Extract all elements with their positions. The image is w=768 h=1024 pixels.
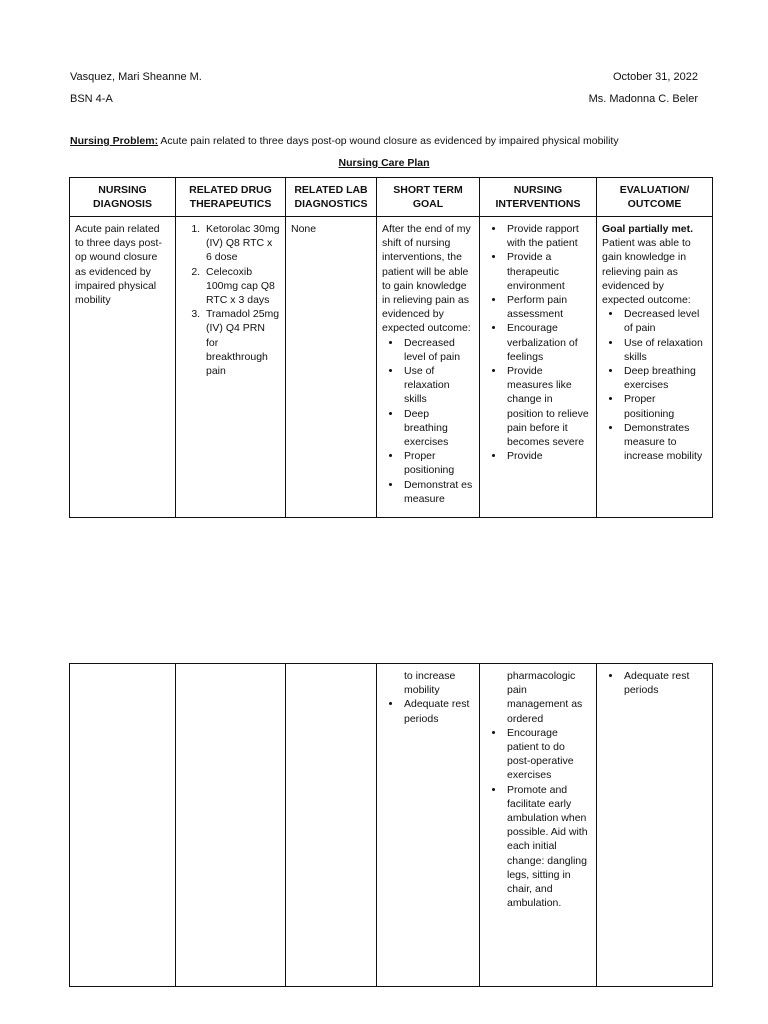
drug-cell-continued bbox=[176, 664, 286, 987]
intervention-item: • Provide bbox=[505, 449, 591, 463]
header-nursing-diagnosis: NURSING DIAGNOSIS bbox=[70, 178, 176, 217]
document-date: October 31, 2022 bbox=[612, 71, 698, 83]
evaluation-text bbox=[602, 222, 707, 307]
care-plan-table-continued bbox=[69, 663, 713, 987]
goal-item-continued: to increase mobility bbox=[404, 670, 456, 697]
intervention-continuation bbox=[485, 669, 591, 726]
intervention-item: • Promote and facilitate early ambulation when possible. Aid with each initial change: dangling legs, sitting in chair, and ambulation. bbox=[505, 783, 591, 911]
goal-cell bbox=[377, 217, 480, 518]
goal-item: • Decreased level of pain bbox=[402, 336, 474, 364]
evaluation-cell-continued bbox=[597, 664, 713, 987]
lab-cell bbox=[286, 217, 377, 518]
drug-cell bbox=[176, 217, 286, 518]
evaluation-item: • Use of relaxation skills bbox=[622, 336, 707, 364]
instructor-name: Ms. Madonna C. Beler bbox=[588, 93, 698, 105]
goal-item: • Adequate rest periods bbox=[402, 697, 474, 725]
interventions-list-continued bbox=[485, 726, 591, 911]
class-section: BSN 4-A bbox=[70, 93, 113, 105]
lab-cell-continued bbox=[286, 664, 377, 987]
evaluation-body: Patient was able to gain knowledge in relieving pain as evidenced by expected outcome: bbox=[602, 237, 691, 307]
header-short-term-goal: SHORT TERM GOAL bbox=[377, 178, 480, 217]
drug-list bbox=[181, 222, 280, 378]
interventions-cell bbox=[480, 217, 597, 518]
lab-text: None bbox=[291, 223, 317, 235]
table-header-row bbox=[70, 178, 713, 217]
goal-item: • Demonstrat es measure bbox=[402, 478, 474, 506]
intervention-item: • Provide measures like change in position to relieve pain before it becomes severe bbox=[505, 364, 591, 449]
header-related-drug: RELATED DRUG THERAPEUTICS bbox=[176, 178, 286, 217]
intervention-item: • Perform pain assessment bbox=[505, 293, 591, 321]
header-nursing-interventions: NURSING INTERVENTIONS bbox=[480, 178, 597, 217]
goal-item: • Proper positioning bbox=[402, 449, 474, 477]
diagnosis-cell-continued bbox=[70, 664, 176, 987]
diagnosis-text: Acute pain related to three days post-op wound closure as evidenced by impaired physical mobility bbox=[75, 223, 162, 307]
evaluation-item: • Demonstrates measure to increase mobility bbox=[622, 421, 707, 464]
nursing-problem-label: Nursing Problem: bbox=[70, 135, 159, 147]
drug-item: 1. Ketorolac 30mg (IV) Q8 RTC x 6 dose bbox=[203, 222, 280, 265]
evaluation-item: • Decreased level of pain bbox=[622, 307, 707, 335]
table-row bbox=[70, 664, 713, 987]
intervention-item: • Encourage verbalization of feelings bbox=[505, 321, 591, 364]
care-plan-table bbox=[69, 177, 713, 518]
header-evaluation: EVALUATION/ OUTCOME bbox=[597, 178, 713, 217]
diagnosis-cell bbox=[70, 217, 176, 518]
evaluation-list-continued bbox=[602, 669, 707, 697]
goal-cell-continued bbox=[377, 664, 480, 987]
goal-item: • Deep breathing exercises bbox=[402, 407, 474, 450]
table-row bbox=[70, 217, 713, 518]
goal-intro: After the end of my shift of nursing interventions, the patient will be able to gain knowledge in relieving pain as evidenced by expected outcome: bbox=[382, 223, 471, 335]
drug-item: 2. Celecoxib 100mg cap Q8 RTC x 3 days bbox=[203, 265, 280, 308]
intervention-item: • Provide rapport with the patient bbox=[505, 222, 591, 250]
interventions-cell-continued bbox=[480, 664, 597, 987]
intervention-item: • Provide a therapeutic environment bbox=[505, 250, 591, 293]
evaluation-list bbox=[602, 307, 707, 463]
plan-title: Nursing Care Plan bbox=[338, 157, 430, 169]
student-name: Vasquez, Mari Sheanne M. bbox=[70, 71, 202, 83]
nursing-problem bbox=[70, 135, 619, 148]
goal-list bbox=[382, 336, 474, 506]
goal-item: • Use of relaxation skills bbox=[402, 364, 474, 407]
nursing-problem-text: Acute pain related to three days post-op wound closure as evidenced by impaired physical mobility bbox=[158, 135, 619, 147]
evaluation-title: Goal partially met. bbox=[602, 223, 694, 235]
intervention-item-continued: pharmacologic pain management as ordered bbox=[507, 670, 583, 725]
evaluation-cell bbox=[597, 217, 713, 518]
evaluation-item: • Proper positioning bbox=[622, 392, 707, 420]
goal-continuation bbox=[382, 669, 474, 697]
header-related-lab: RELATED LAB DIAGNOSTICS bbox=[286, 178, 377, 217]
drug-item: 3. Tramadol 25mg (IV) Q4 PRN for breakthrough pain bbox=[203, 307, 280, 378]
goal-list-continued bbox=[382, 697, 474, 725]
interventions-list bbox=[485, 222, 591, 463]
evaluation-item: • Deep breathing exercises bbox=[622, 364, 707, 392]
evaluation-item: • Adequate rest periods bbox=[622, 669, 707, 697]
intervention-item: • Encourage patient to do post-operative exercises bbox=[505, 726, 591, 783]
